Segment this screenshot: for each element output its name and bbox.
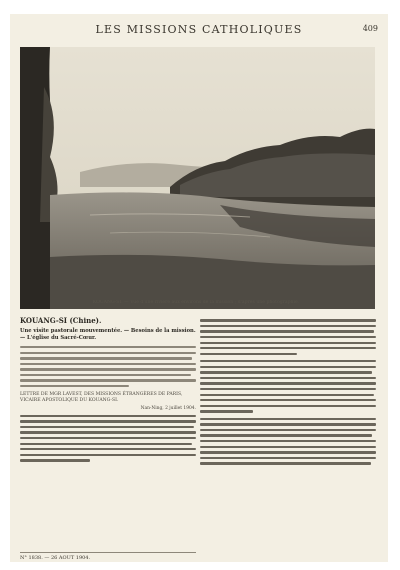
running-header — [10, 23, 388, 37]
photograph — [20, 47, 375, 309]
letter-heading: LETTRE DE MGR LAVEST, DES MISSIONS ÉTRANGÈRES DE PARIS, VICAIRE APOSTOLIQUE DU KOUANG-SI. — [20, 392, 183, 404]
letter-paragraph — [20, 415, 196, 462]
intro-paragraph — [20, 346, 196, 387]
river-landscape-photo — [20, 47, 375, 309]
document-page — [10, 14, 388, 562]
right-paragraph-3 — [200, 418, 376, 465]
right-column — [200, 316, 376, 470]
right-paragraph-1 — [200, 319, 376, 355]
article-subtitle: Une visite pastorale mouvementée. — Besoins de la mission. — L'église du Sacré-Cœur. — [20, 328, 196, 341]
section-title: KOUANG-SI (Chine). — [20, 316, 102, 325]
left-column — [20, 316, 196, 467]
right-paragraph-2 — [200, 360, 376, 413]
page-number: 409 — [362, 24, 378, 33]
journal-title: LES MISSIONS CATHOLIQUES — [95, 23, 303, 36]
dateline: Nan-Ning, 2 juillet 1904. — [140, 405, 196, 411]
issue-footer: N° 1838. — 26 AOUT 1904. — [20, 552, 196, 561]
figure-caption: KOUANG-SI. — Vue d'une rivière aux environs de la mission ; d'après une photographie. — [92, 300, 300, 305]
